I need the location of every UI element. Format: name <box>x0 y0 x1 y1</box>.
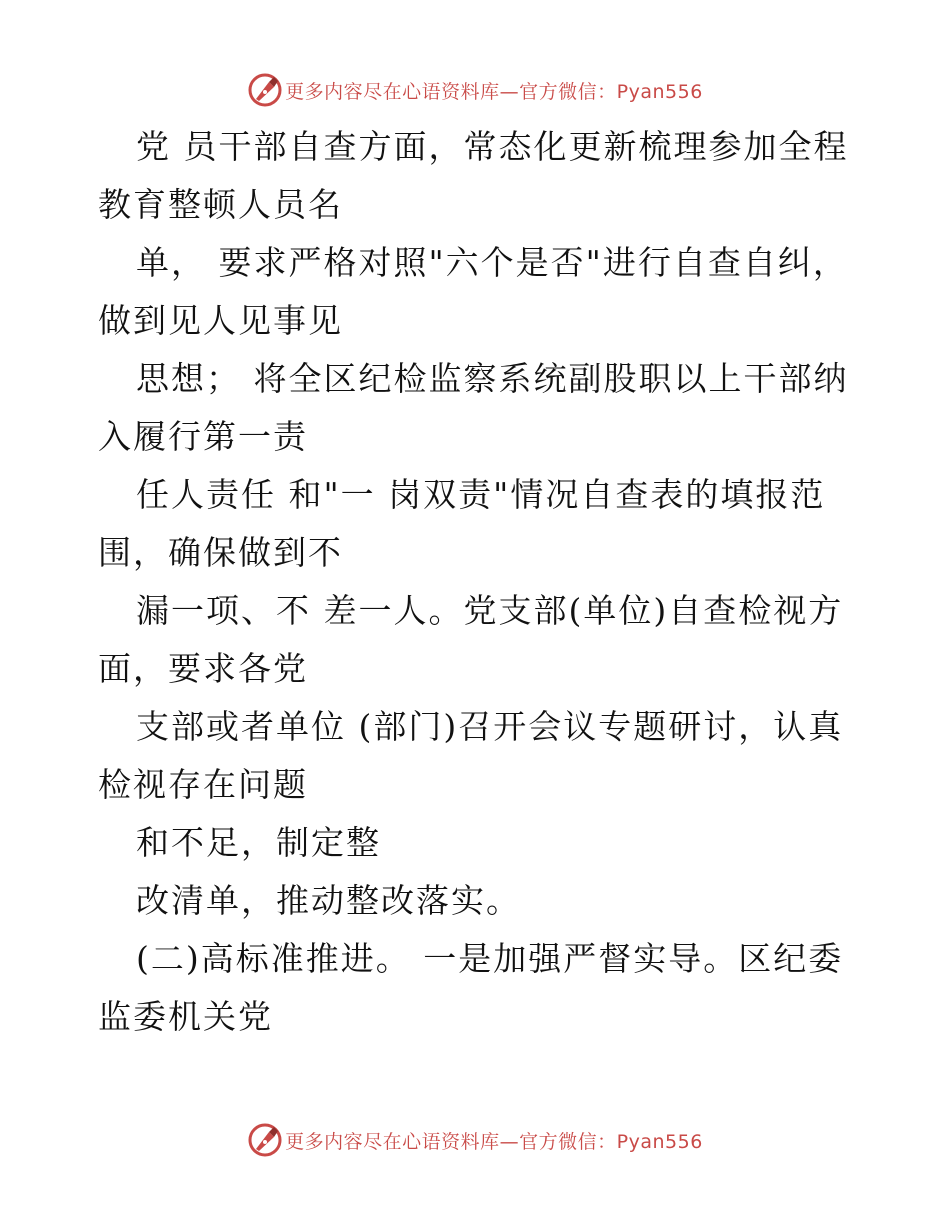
footer-text: 更多内容尽在心语资料库—官方微信：Pyan556 <box>285 1130 703 1153</box>
body-line: 单， 要求严格对照"六个是否"进行自查自纠， <box>136 243 848 282</box>
body-line: 检视存在问题 <box>98 765 308 804</box>
body-line: 做到见人见事见 <box>98 301 343 340</box>
body-line: 党 员干部自查方面，常态化更新梳理参加全程 <box>136 127 849 166</box>
body-line: 监委机关党 <box>98 997 273 1036</box>
body-line: 改清单，推动整改落实。 <box>136 881 521 920</box>
body-line: (二)高标准推进。 一是加强严督实导。区纪委 <box>136 939 844 978</box>
body-line: 教育整顿人员名 <box>98 185 343 224</box>
body-line: 和不足，制定整 <box>136 823 381 862</box>
header-banner <box>0 68 950 112</box>
body-line: 任人责任 和"一 岗双责"情况自查表的填报范 <box>136 475 826 514</box>
body-line: 围，确保做到不 <box>98 533 343 572</box>
body-line: 思想； 将全区纪检监察系统副股职以上干部纳 <box>136 359 849 398</box>
footer-banner <box>0 1118 950 1162</box>
body-line: 面，要求各党 <box>98 649 308 688</box>
pen-nib-logo-icon <box>247 1122 283 1158</box>
body-line: 支部或者单位 (部门)召开会议专题研讨，认真 <box>136 707 844 746</box>
header-text: 更多内容尽在心语资料库—官方微信：Pyan556 <box>285 80 703 103</box>
body-line: 入履行第一责 <box>98 417 308 456</box>
body-line: 漏一项、不 差一人。党支部(单位)自查检视方 <box>136 591 844 630</box>
pen-nib-logo-icon <box>247 72 283 108</box>
